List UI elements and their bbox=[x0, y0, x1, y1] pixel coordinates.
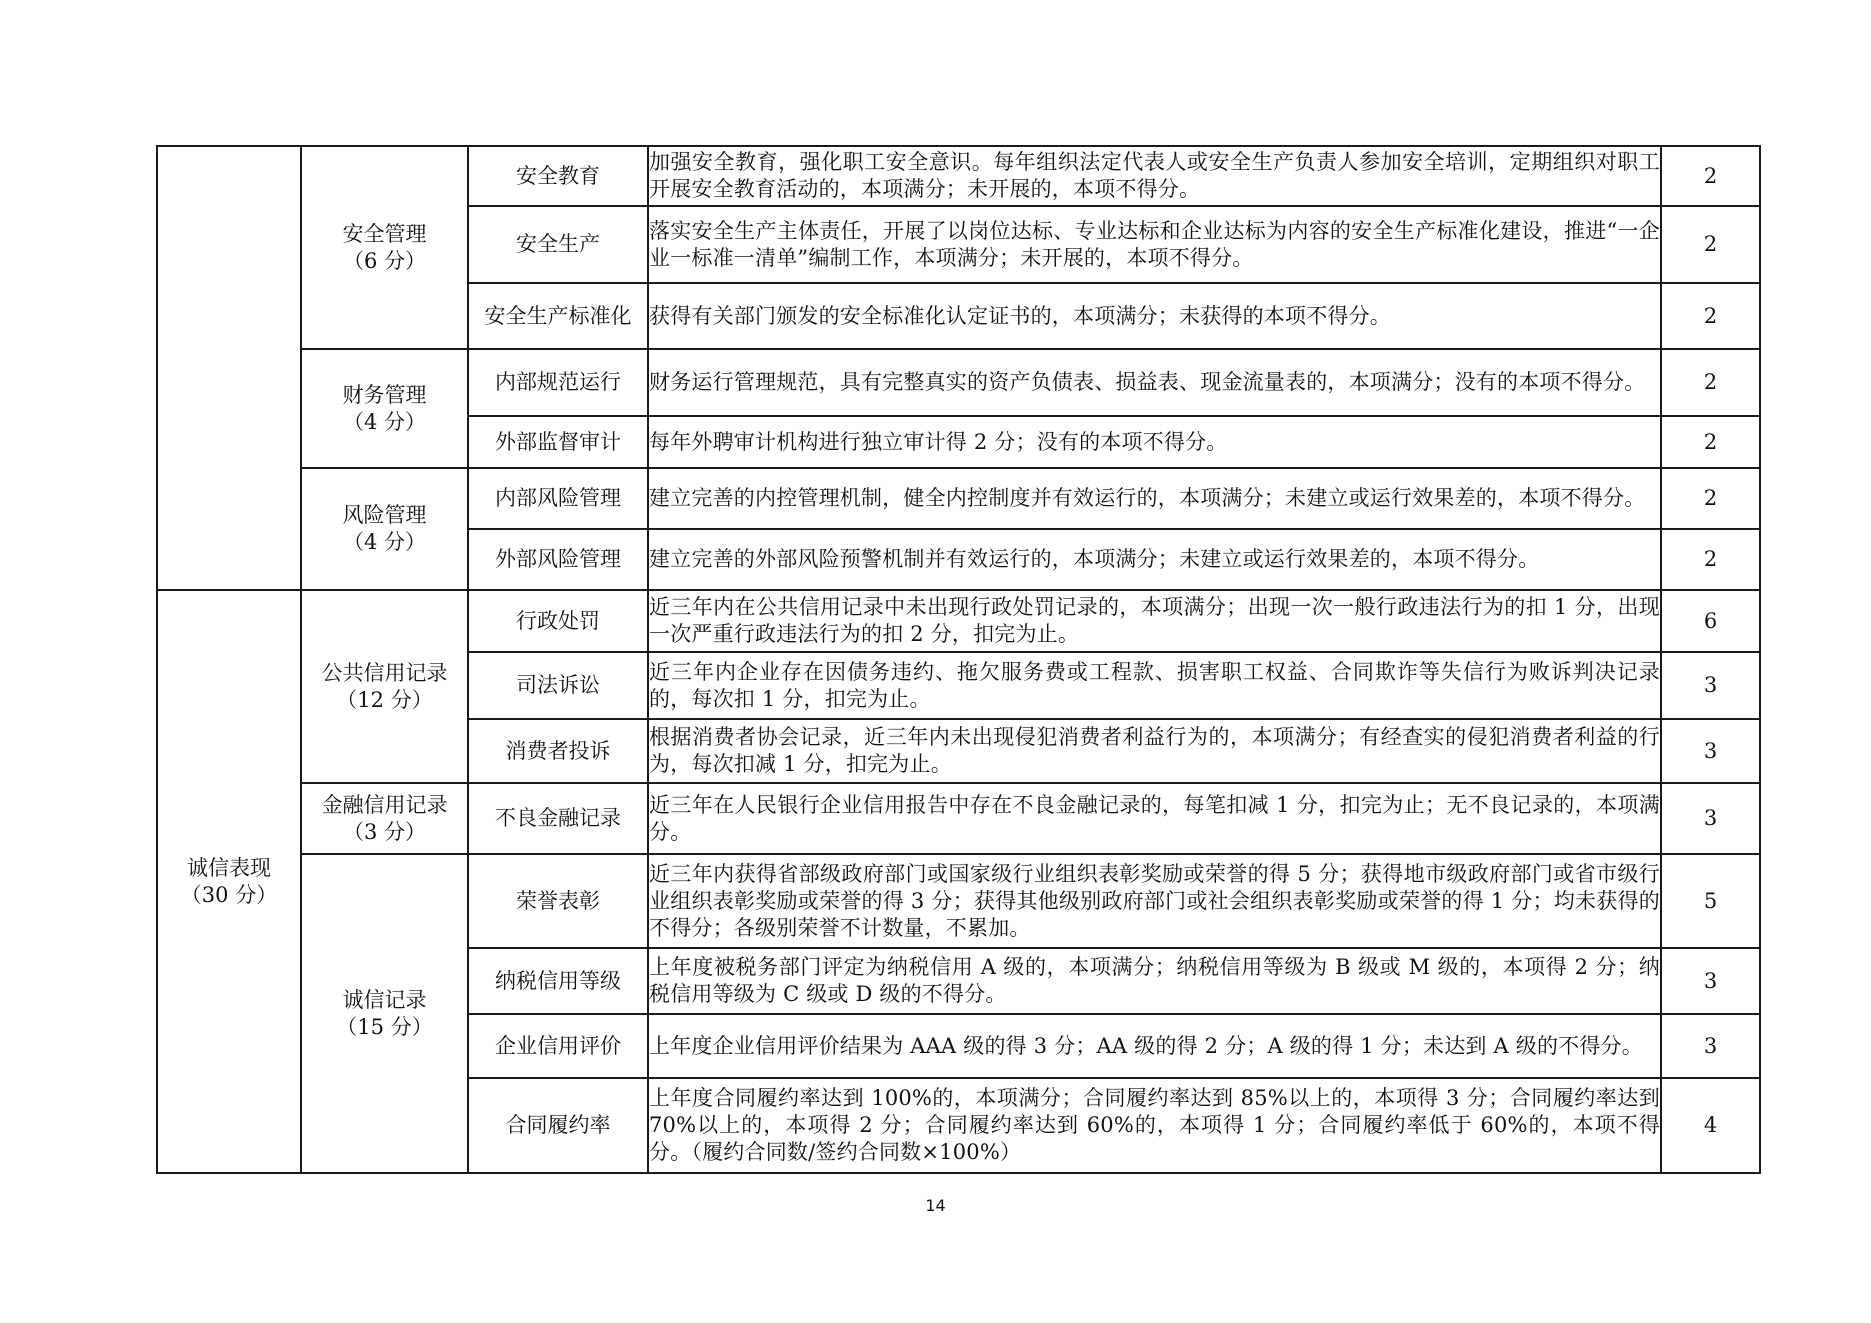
item-cell: 合同履约率 bbox=[468, 1078, 648, 1173]
criteria-cell: 近三年在人民银行企业信用报告中存在不良金融记录的，每笔扣减 1 分，扣完为止；无不良记录的，本项满分。 bbox=[648, 783, 1661, 854]
item-cell: 安全生产 bbox=[468, 206, 648, 283]
category-points: （30 分） bbox=[180, 882, 278, 907]
page-number: 14 bbox=[925, 1196, 946, 1215]
criteria-cell: 财务运行管理规范，具有完整真实的资产负债表、损益表、现金流量表的，本项满分；没有的本项不得分。 bbox=[648, 349, 1661, 416]
table-row bbox=[157, 854, 1760, 948]
group-cell-safety bbox=[301, 146, 468, 349]
group-name: 安全管理 bbox=[342, 221, 427, 246]
group-name: 财务管理 bbox=[342, 382, 427, 407]
score-cell: 3 bbox=[1661, 1014, 1760, 1078]
group-name: 公共信用记录 bbox=[321, 660, 448, 685]
item-cell: 内部风险管理 bbox=[468, 468, 648, 529]
table-row bbox=[157, 146, 1760, 206]
item-cell: 企业信用评价 bbox=[468, 1014, 648, 1078]
item-cell: 安全生产标准化 bbox=[468, 283, 648, 349]
category-cell-blank bbox=[157, 146, 301, 590]
score-cell: 5 bbox=[1661, 854, 1760, 948]
score-cell: 3 bbox=[1661, 948, 1760, 1014]
score-cell: 6 bbox=[1661, 590, 1760, 652]
score-cell: 2 bbox=[1661, 349, 1760, 416]
criteria-cell: 建立完善的内控管理机制，健全内控制度并有效运行的，本项满分；未建立或运行效果差的，本项不得分。 bbox=[648, 468, 1661, 529]
score-cell: 3 bbox=[1661, 719, 1760, 783]
item-cell: 司法诉讼 bbox=[468, 652, 648, 719]
item-cell: 安全教育 bbox=[468, 146, 648, 206]
criteria-cell: 近三年内获得省部级政府部门或国家级行业组织表彰奖励或荣誉的得 5 分；获得地市级政府部门或省市级行业组织表彰奖励或荣誉的得 3 分；获得其他级别政府部门或社会组织表彰奖励或荣誉的得 1 分；均未获得的不得分；各级别荣誉不计数量，不累加。 bbox=[648, 854, 1661, 948]
table-row bbox=[157, 783, 1760, 854]
item-cell: 外部风险管理 bbox=[468, 529, 648, 590]
score-cell: 4 bbox=[1661, 1078, 1760, 1173]
group-name: 金融信用记录 bbox=[321, 792, 448, 817]
score-cell: 2 bbox=[1661, 468, 1760, 529]
group-points: （4 分） bbox=[342, 530, 427, 554]
criteria-cell: 落实安全生产主体责任，开展了以岗位达标、专业达标和企业达标为内容的安全生产标准化建设，推进“一企业一标准一清单”编制工作，本项满分；未开展的，本项不得分。 bbox=[648, 206, 1661, 283]
group-cell-integrity-record bbox=[301, 854, 468, 1173]
table-row bbox=[157, 468, 1760, 529]
item-cell: 消费者投诉 bbox=[468, 719, 648, 783]
score-cell: 2 bbox=[1661, 146, 1760, 206]
item-cell: 内部规范运行 bbox=[468, 349, 648, 416]
item-cell: 行政处罚 bbox=[468, 590, 648, 652]
criteria-cell: 近三年内在公共信用记录中未出现行政处罚记录的，本项满分；出现一次一般行政违法行为的扣 1 分，出现一次严重行政违法行为的扣 2 分，扣完为止。 bbox=[648, 590, 1661, 652]
score-cell: 2 bbox=[1661, 416, 1760, 468]
criteria-cell: 加强安全教育，强化职工安全意识。每年组织法定代表人或安全生产负责人参加安全培训，定期组织对职工开展安全教育活动的，本项满分；未开展的，本项不得分。 bbox=[648, 146, 1661, 206]
criteria-cell: 上年度被税务部门评定为纳税信用 A 级的，本项满分；纳税信用等级为 B 级或 M 级的，本项得 2 分；纳税信用等级为 C 级或 D 级的不得分。 bbox=[648, 948, 1661, 1014]
group-cell-finance bbox=[301, 349, 468, 468]
criteria-cell: 上年度企业信用评价结果为 AAA 级的得 3 分；AA 级的得 2 分；A 级的得 1 分；未达到 A 级的不得分。 bbox=[648, 1014, 1661, 1078]
score-cell: 3 bbox=[1661, 783, 1760, 854]
group-points: （15 分） bbox=[336, 1014, 433, 1039]
group-cell-public-credit bbox=[301, 590, 468, 783]
criteria-cell: 获得有关部门颁发的安全标准化认定证书的，本项满分；未获得的本项不得分。 bbox=[648, 283, 1661, 349]
group-name: 风险管理 bbox=[342, 503, 427, 527]
group-points: （4 分） bbox=[342, 409, 427, 434]
criteria-cell: 根据消费者协会记录，近三年内未出现侵犯消费者利益行为的，本项满分；有经查实的侵犯消费者利益的行为，每次扣减 1 分，扣完为止。 bbox=[648, 719, 1661, 783]
group-cell-financial-credit bbox=[301, 783, 468, 854]
criteria-cell: 建立完善的外部风险预警机制并有效运行的，本项满分；未建立或运行效果差的，本项不得分。 bbox=[648, 529, 1661, 590]
item-cell: 外部监督审计 bbox=[468, 416, 648, 468]
score-cell: 2 bbox=[1661, 283, 1760, 349]
group-points: （6 分） bbox=[342, 248, 427, 273]
table-row bbox=[157, 349, 1760, 416]
score-cell: 2 bbox=[1661, 529, 1760, 590]
score-cell: 3 bbox=[1661, 652, 1760, 719]
group-points: （3 分） bbox=[342, 819, 427, 844]
category-cell-integrity bbox=[157, 590, 301, 1173]
criteria-cell: 上年度合同履约率达到 100%的，本项满分；合同履约率达到 85%以上的，本项得 3 分；合同履约率达到 70%以上的，本项得 2 分；合同履约率达到 60%的，本项得 1 分；合同履约率低于 60%的，本项不得分。（履约合同数/签约合同数×100%） bbox=[648, 1078, 1661, 1173]
score-cell: 2 bbox=[1661, 206, 1760, 283]
group-cell-risk bbox=[301, 468, 468, 590]
category-name: 诚信表现 bbox=[187, 855, 271, 880]
group-points: （12 分） bbox=[336, 687, 433, 712]
criteria-cell: 近三年内企业存在因债务违约、拖欠服务费或工程款、损害职工权益、合同欺诈等失信行为败诉判决记录的，每次扣 1 分，扣完为止。 bbox=[648, 652, 1661, 719]
item-cell: 荣誉表彰 bbox=[468, 854, 648, 948]
item-cell: 纳税信用等级 bbox=[468, 948, 648, 1014]
criteria-cell: 每年外聘审计机构进行独立审计得 2 分；没有的本项不得分。 bbox=[648, 416, 1661, 468]
table-row bbox=[157, 590, 1760, 652]
group-name: 诚信记录 bbox=[342, 987, 427, 1012]
item-cell: 不良金融记录 bbox=[468, 783, 648, 854]
scoring-table bbox=[156, 145, 1761, 1174]
